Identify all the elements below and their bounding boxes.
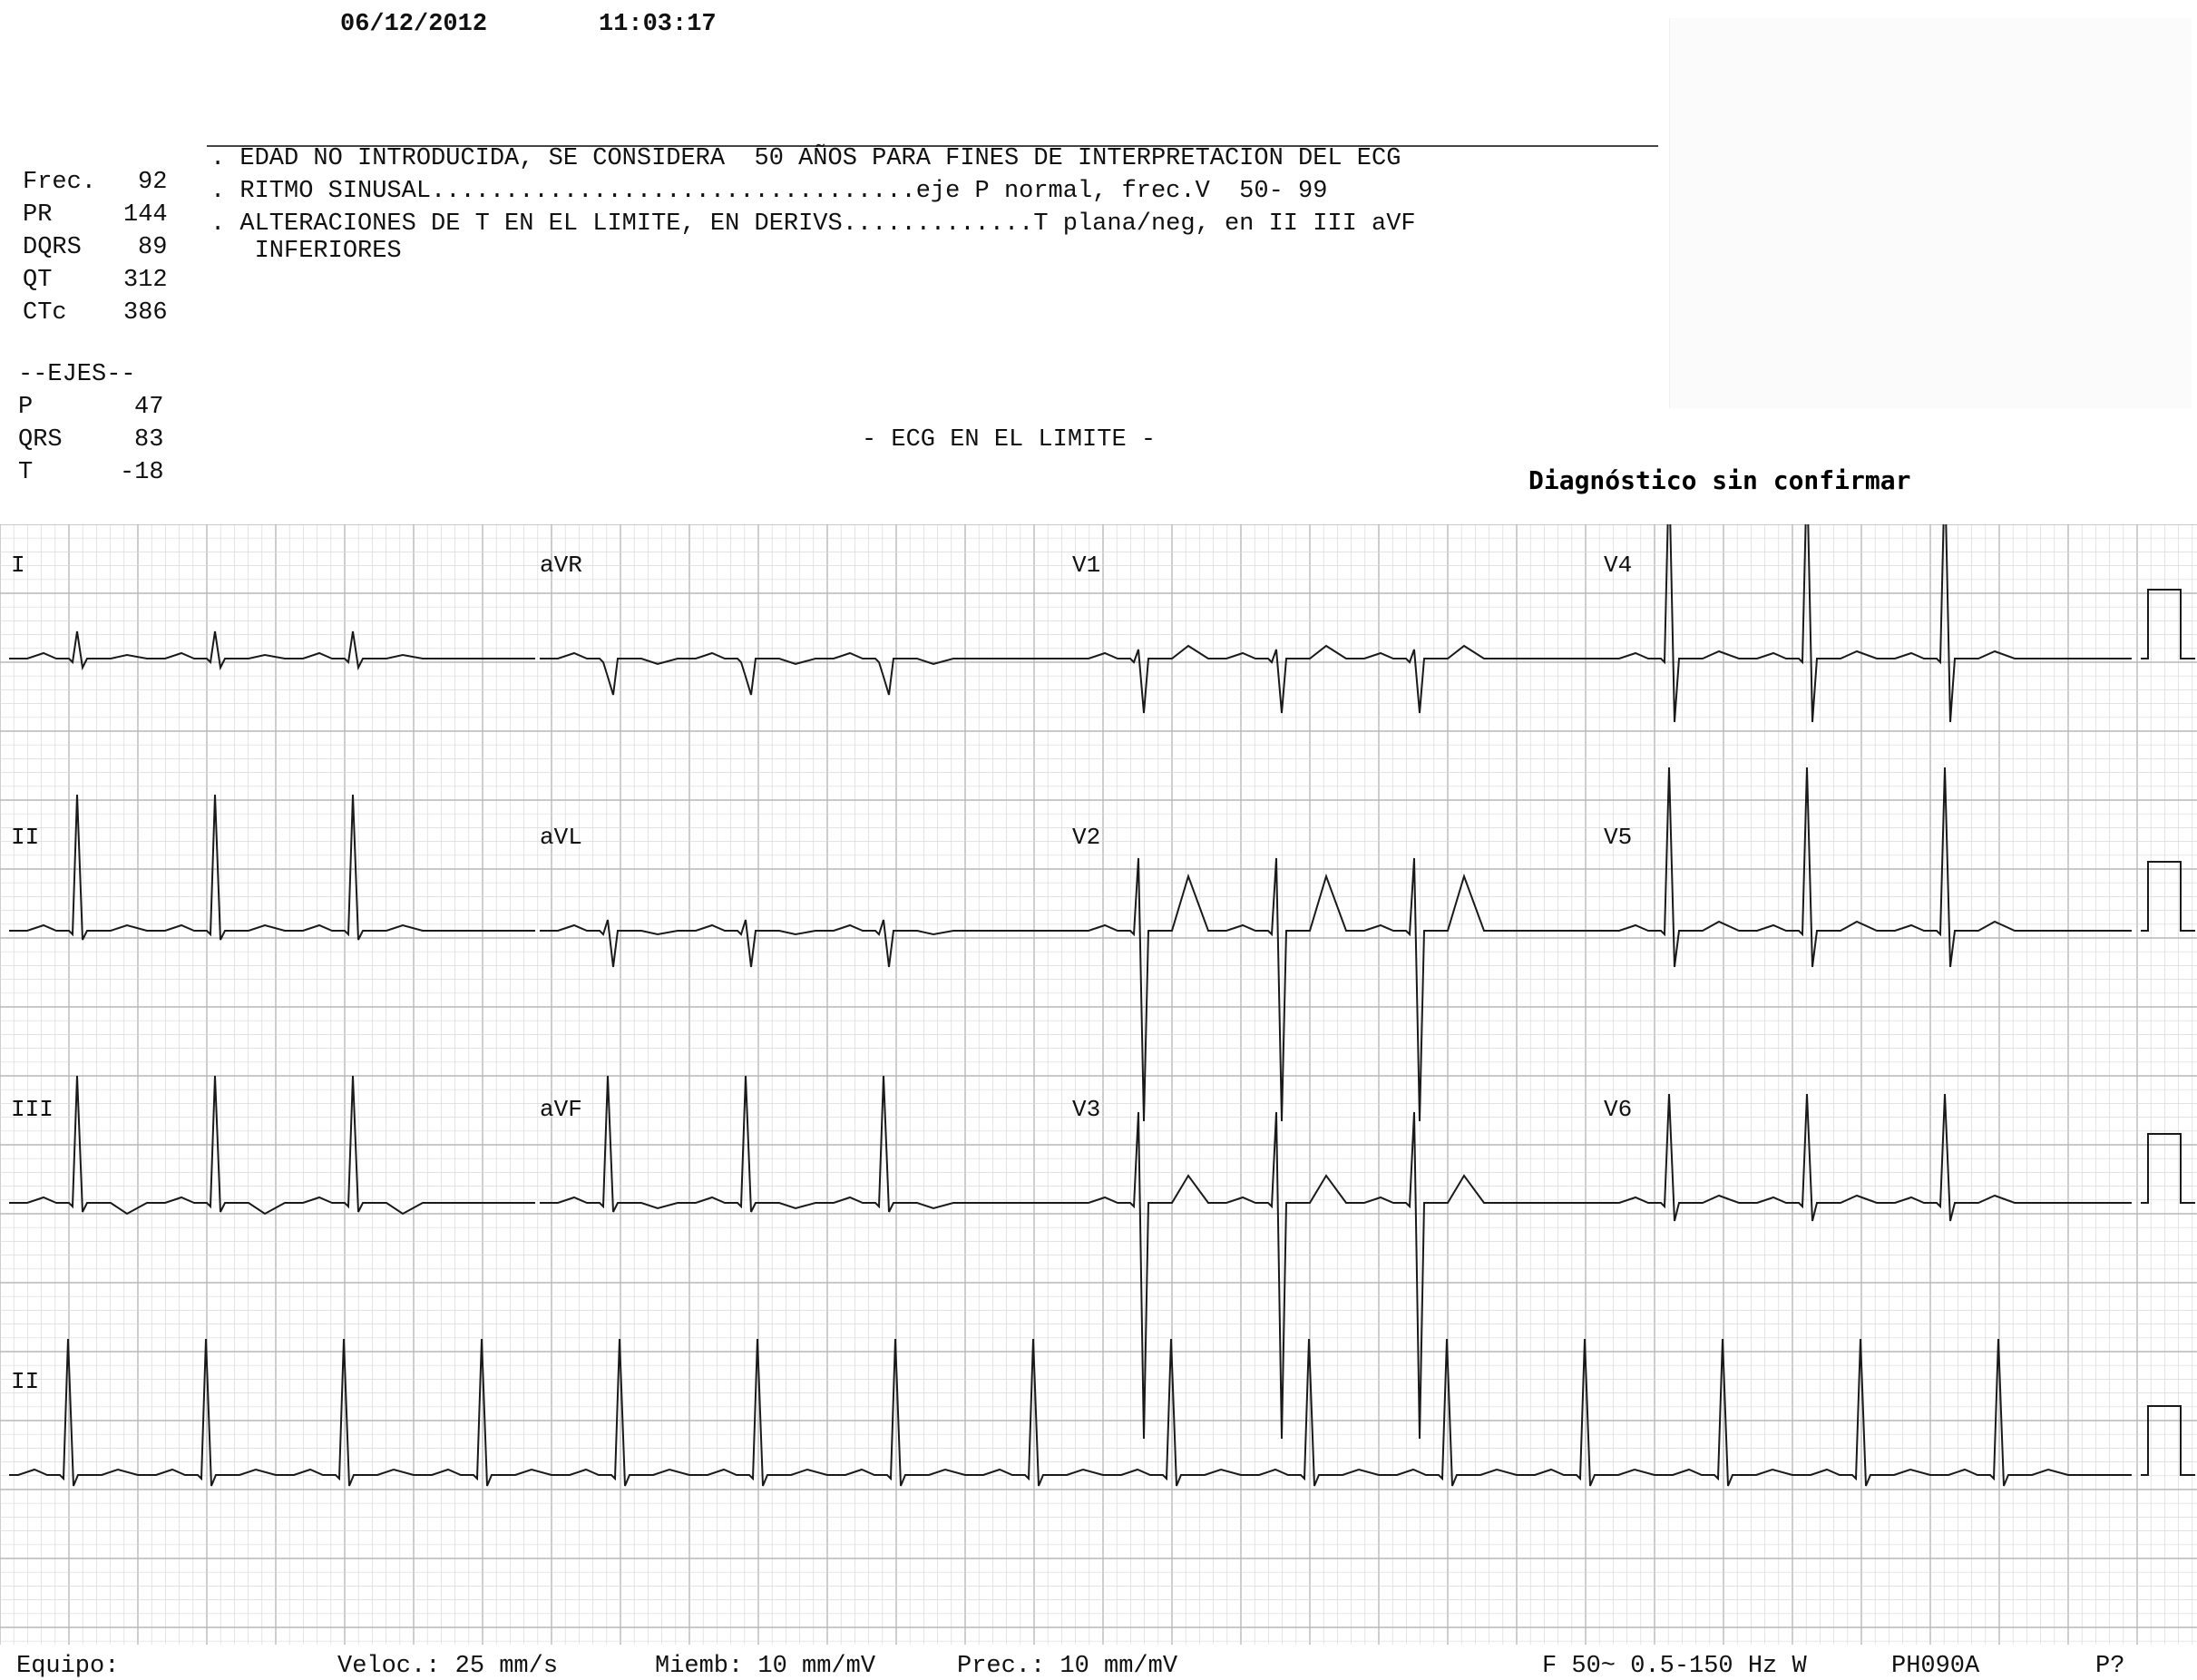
ecg-trace	[540, 653, 1070, 695]
lead-label-i: I	[11, 552, 25, 579]
ecg-grid	[0, 524, 2197, 1645]
measurement-value: 89	[138, 234, 168, 261]
measurement-label: PR	[23, 201, 53, 229]
interpretation-line: . ALTERACIONES DE T EN EL LIMITE, EN DERIVS.............T plana/neg, en II III aVF	[210, 210, 1416, 238]
lead-label-v3: V3	[1072, 1096, 1101, 1123]
ecg-trace	[540, 920, 1070, 967]
measurement-label: DQRS	[23, 234, 82, 261]
ecg-trace	[1070, 1112, 1601, 1439]
footer-device: PH090A	[1891, 1653, 1980, 1680]
axis-label: T	[18, 459, 34, 486]
ecg-traces	[9, 524, 2195, 1486]
measurement-value: 386	[123, 299, 168, 327]
ecg-status-banner: - ECG EN EL LIMITE -	[862, 426, 1157, 454]
ecg-trace	[1601, 524, 2132, 722]
footer-speed: Veloc.: 25 mm/s	[337, 1653, 559, 1680]
ecg-trace	[1601, 767, 2132, 967]
lead-label-v5: V5	[1604, 824, 1633, 851]
interpretation-line: INFERIORES	[210, 238, 402, 265]
ecg-trace	[540, 1076, 1070, 1212]
unconfirmed-diagnosis-label: Diagnóstico sin confirmar	[1528, 465, 1911, 495]
lead-label-ii: II	[11, 824, 40, 851]
lead-label-iii: III	[11, 1096, 54, 1123]
record-date: 06/12/2012	[340, 11, 488, 38]
measurement-label: Frec.	[23, 169, 97, 196]
axis-value: -18	[120, 459, 164, 486]
measurement-value: 312	[123, 267, 168, 294]
interpretation-line: . RITMO SINUSAL.................................eje P normal, frec.V 50- 99	[210, 178, 1328, 205]
axes-title: --EJES--	[18, 361, 136, 388]
footer-equipment: Equipo:	[16, 1653, 120, 1680]
lead-label-v4: V4	[1604, 552, 1633, 579]
faint-background-panel	[1669, 18, 2192, 408]
ecg-trace	[9, 795, 535, 940]
axis-value: 83	[134, 426, 164, 454]
lead-label-avf: aVF	[540, 1096, 582, 1123]
ecg-trace	[1601, 1094, 2132, 1221]
ecg-trace	[1070, 858, 1601, 1121]
ecg-trace	[2141, 862, 2195, 931]
measurement-value: 144	[123, 201, 168, 229]
measurement-value: 92	[138, 169, 168, 196]
ecg-tracing	[0, 524, 2197, 1645]
measurement-label: CTc	[23, 299, 67, 327]
footer-limb-gain: Miemb: 10 mm/mV	[655, 1653, 876, 1680]
lead-label-v6: V6	[1604, 1096, 1633, 1123]
lead-label-v1: V1	[1072, 552, 1101, 579]
measurement-label: QT	[23, 267, 53, 294]
record-time: 11:03:17	[599, 11, 717, 38]
footer-page: P?	[2095, 1653, 2125, 1680]
ecg-trace	[9, 1339, 2132, 1486]
axis-value: 47	[134, 394, 164, 421]
axis-label: QRS	[18, 426, 63, 454]
footer-filter: F 50~ 0.5-150 Hz W	[1542, 1653, 1807, 1680]
footer-chest-gain: Prec.: 10 mm/mV	[957, 1653, 1178, 1680]
interpretation-line: . EDAD NO INTRODUCIDA, SE CONSIDERA 50 AÑOS PARA FINES DE INTERPRETACION DEL ECG	[210, 145, 1401, 172]
lead-label-avl: aVL	[540, 824, 582, 851]
ecg-trace	[2141, 1406, 2195, 1475]
axis-label: P	[18, 394, 34, 421]
lead-label-ii-rhythm: II	[11, 1368, 40, 1395]
lead-label-v2: V2	[1072, 824, 1101, 851]
lead-label-avr: aVR	[540, 552, 582, 579]
ecg-trace	[1070, 646, 1601, 713]
